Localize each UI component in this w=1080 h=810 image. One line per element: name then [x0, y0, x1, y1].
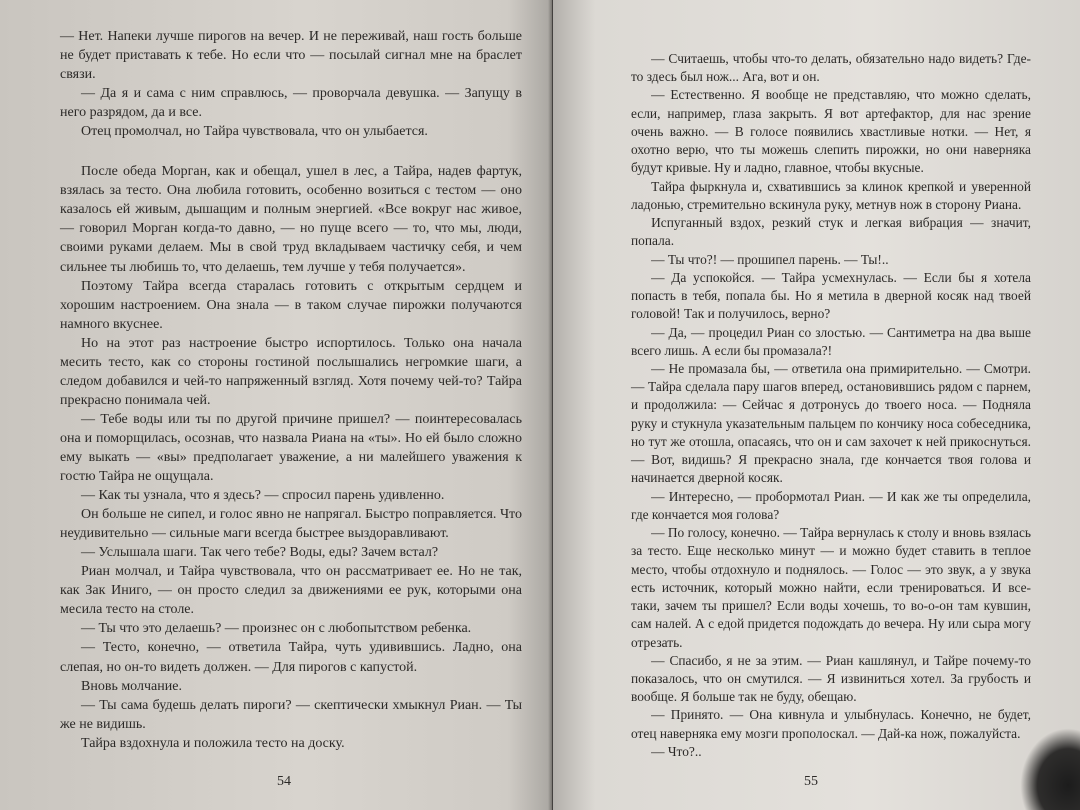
paragraph: — Ты что?! — прошипел парень. — Ты!.. [651, 251, 889, 267]
paragraph: Тайра фыркнула и, схватившись за клинок крепкой и уверенной ладонью, стремительно вскинула руку, метнув нож в сторону Риана. [631, 178, 1031, 212]
paragraph: — Спасибо, я не за этим. — Риан кашлянул, и Тайре почему-то показалось, что он смутился. — Я извиниться хотел. За грубость и вообще. Я больше так не буду, обещаю. [631, 652, 1031, 705]
paragraph: — Не промазала бы, — ответила она примирительно. — Смотри. — Тайра сделала пару шагов вперед, остановившись рядом с парнем, и продолжила: — Сейчас я дотронусь до твоего носа. — Подняла руку и стукнула указательным пальцем по кончику носа собеседника, но тут же отошла, опасаясь, что он и сам захочет к ней прикоснуться. — Вот, видишь? Я прекрасно знала, где кончается твоя голова и начинается дверной косяк. [631, 360, 1031, 486]
paragraph: — Да, — процедил Риан со злостью. — Сантиметра на два выше всего лишь. А если бы промазала?! [631, 324, 1031, 358]
page-number-left: 54 [277, 774, 291, 789]
paragraph: — Что?.. [651, 743, 702, 759]
paragraph: — Как ты узнала, что я здесь? — спросил парень удивленно. [81, 488, 445, 504]
paragraph: Но на этот раз настроение быстро испортилось. Только она начала месить тесто, как со стороны гостиной послышались негромкие шаги, а следом добавился и чей-то напряженный взгляд. Хотя почему чей-то? Тайра прекрасно понимала чей. [60, 335, 522, 408]
paragraph: — Тесто, конечно, — ответила Тайра, чуть удивившись. Ладно, она слепая, но он-то видеть должен. — Для пирогов с капустой. [60, 640, 522, 675]
right-page-text [631, 50, 1031, 761]
paragraph: — Да успокойся. — Тайра усмехнулась. — Если бы я хотела попасть в тебя, попала бы. Но я метила в дверной косяк над твоей головой! Так и получилось, верно? [631, 269, 1031, 322]
right-page [553, 0, 1080, 810]
left-page-text [60, 27, 522, 753]
paragraph: — По голосу, конечно. — Тайра вернулась к столу и вновь взялась за тесто. Еще несколько минут — и можно будет ставить в теплое место, чтобы отдохнуло и поднялось. — Голос — это звук, а у звука есть источник, который можно найти, если тренироваться. И все-таки, зачем ты пришел? Если воды хочешь, то во-о-он там кувшин, сам налей. А с едой придется подождать до вечера. Ну или сыра могу отрезать. [631, 525, 1031, 650]
paragraph: — Принято. — Она кивнула и улыбнулась. Конечно, не будет, отец наверняка ему мозги прополоскал. — Дай-ка нож, пожалуйста. [631, 707, 1031, 741]
paragraph: Испуганный вздох, резкий стук и легкая вибрация — значит, попала. [631, 215, 1031, 249]
paragraph: Вновь молчание. [81, 678, 182, 694]
dark-object-corner [1020, 728, 1080, 810]
paragraph: — Тебе воды или ты по другой причине пришел? — поинтересовалась она и поморщилась, осознав, что назвала Риана на «ты». Но ей было сложно ему выкать — «вы» предполагает уважение, а ни малейшего уважения к гостю Тайра не ощущала. [60, 411, 522, 485]
paragraph: — Нет. Напеки лучше пирогов на вечер. И не переживай, наш гость больше не будет приставать к тебе. Но если что — посылай сигнал мне на браслет связи. [60, 29, 522, 83]
paragraph: — Ты что это делаешь? — произнес он с любопытством ребенка. [81, 621, 472, 637]
paragraph: — Естественно. Я вообще не представляю, что можно сделать, если, например, глаза закрыть. Я вот артефактор, для нас зрение очень важно. — В голосе появились хвастливые нотки. — Нет, я охотно верю, что ты можешь слепить пирожки, но они наверняка будут кривые. Ну и ладно, главное, чтобы вкусные. [631, 87, 1031, 176]
paragraph: — Да я и сама с ним справлюсь, — проворчала девушка. — Запущу в него разрядом, да и все. [60, 86, 522, 121]
paragraph: Поэтому Тайра всегда старалась готовить с открытым сердцем и хорошим настроением. Она знала — в таком случае пирожки получаются намного вкуснее. [60, 278, 522, 332]
page-number-right: 55 [804, 774, 818, 789]
paragraph: — Услышала шаги. Так чего тебе? Воды, еды? Зачем встал? [81, 545, 439, 561]
paragraph: Риан молчал, и Тайра чувствовала, что он рассматривает ее. Но не так, как Зак Иниго, — он просто следил за движениями ее рук, которыми она месила тесто на столе. [60, 564, 522, 618]
paragraph: После обеда Морган, как и обещал, ушел в лес, а Тайра, надев фартук, взялась за тесто. Она любила готовить, особенно возиться с тестом — оно казалось ей живым, дышащим и полным энергией. «Все вокруг нас живое, — говорил Морган когда-то давно, — но пуще всего — то, что мы, люди, своими руками делаем. Мы в свой труд вкладываем частичку себя, и чем сильнее ты любишь то, что делаешь, тем лучше у тебя получается». [60, 164, 522, 275]
paragraph: Отец промолчал, но Тайра чувствовала, что он улыбается. [81, 124, 428, 140]
paragraph: — Интересно, — пробормотал Риан. — И как же ты определила, где кончается моя голова? [631, 488, 1031, 522]
paragraph: — Ты сама будешь делать пироги? — скептически хмыкнул Риан. — Ты же не видишь. [60, 697, 522, 732]
paragraph: Тайра вздохнула и положила тесто на доску. [81, 735, 345, 751]
paragraph: — Считаешь, чтобы что-то делать, обязательно надо видеть? Где-то здесь был нож... Ага, вот и он. [631, 51, 1031, 85]
paragraph: Он больше не сипел, и голос явно не напрягал. Быстро поправляется. Что неудивительно — сильные маги всегда быстрее выздоравливают. [60, 507, 522, 542]
